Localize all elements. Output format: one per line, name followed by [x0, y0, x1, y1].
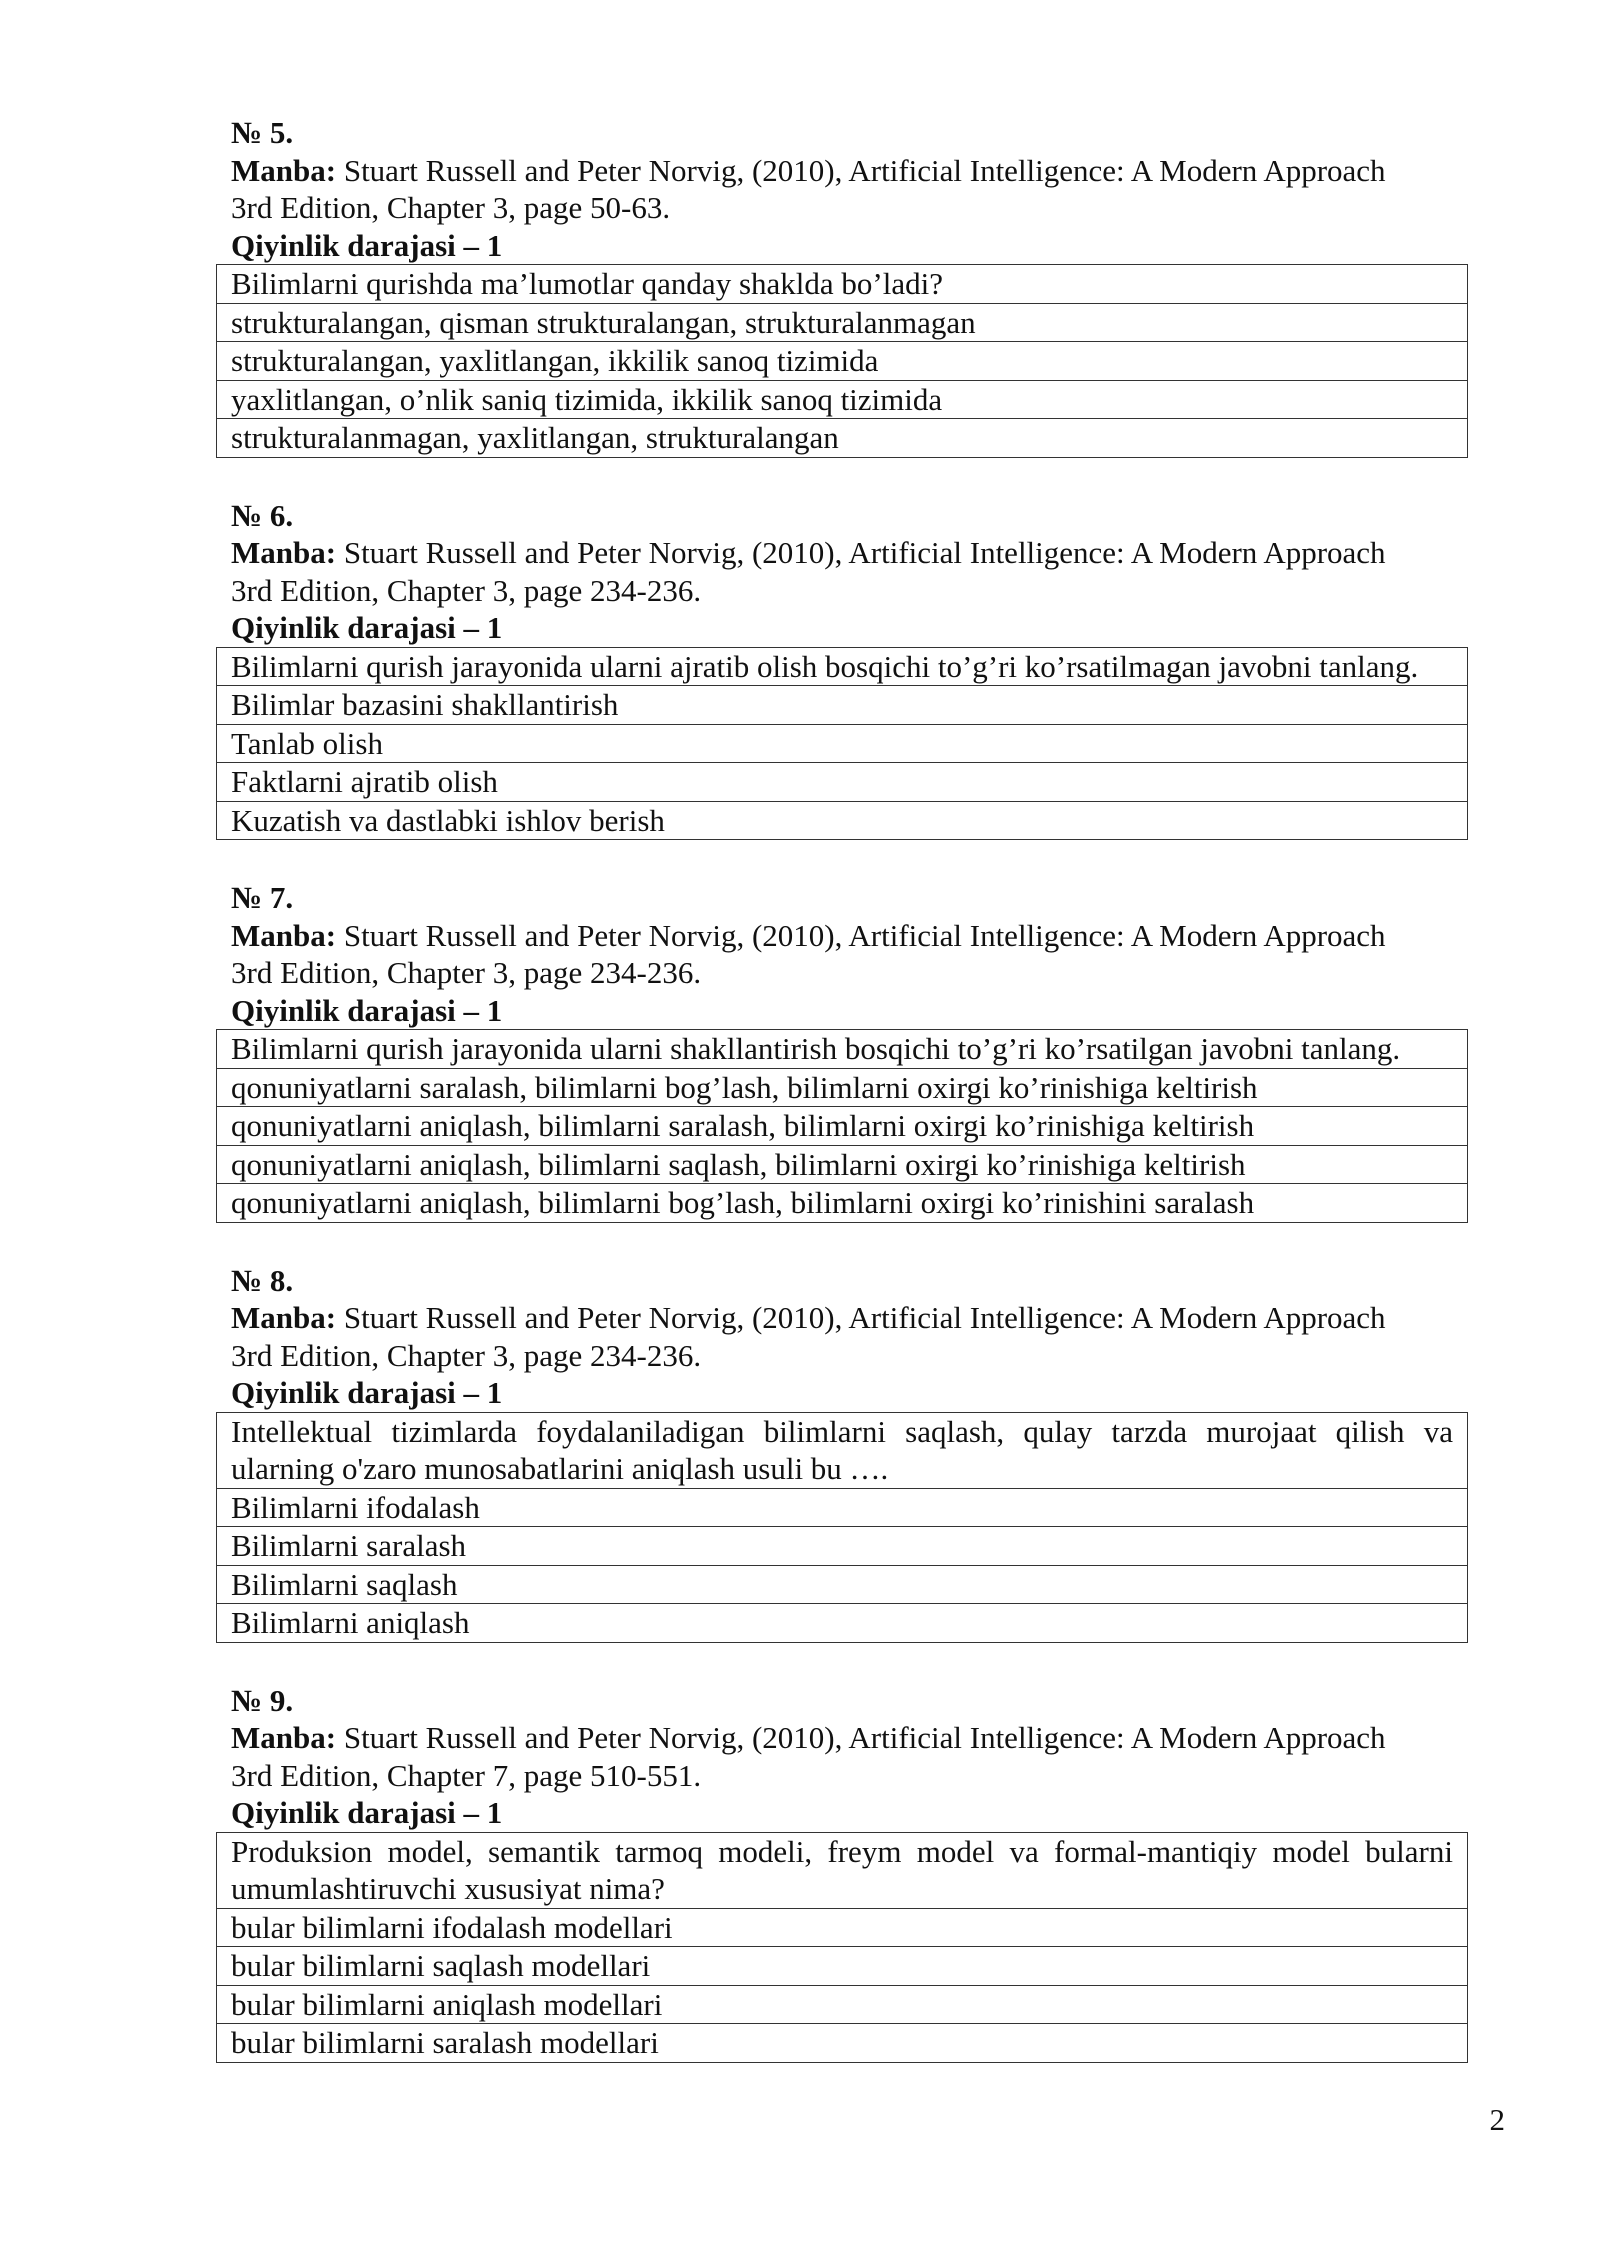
answer-option: Bilimlarni aniqlash [217, 1604, 1468, 1643]
question-text: Bilimlarni qurishda ma’lumotlar qanday shaklda bo’ladi? [217, 265, 1468, 304]
source-label: Manba: [231, 535, 337, 570]
answer-option: bular bilimlarni ifodalash modellari [217, 1908, 1468, 1947]
answer-row [217, 1604, 1468, 1643]
answer-row [217, 1107, 1468, 1146]
question-table [216, 1029, 1468, 1223]
question-row [217, 1030, 1468, 1069]
answer-row [217, 342, 1468, 381]
question-text: Intellektual tizimlarda foydalaniladigan bilimlarni saqlash, qulay tarzda murojaat qilish va ularning o'zaro munosabatlarini aniqlash usuli bu …. [217, 1412, 1468, 1488]
question-row [217, 647, 1468, 686]
question-number: № 9. [231, 1682, 294, 1718]
answer-row [217, 1527, 1468, 1566]
answer-row [217, 686, 1468, 725]
answer-option: qonuniyatlarni aniqlash, bilimlarni saralash, bilimlarni oxirgi ko’rinishiga keltirish [217, 1107, 1468, 1146]
question-item [231, 114, 1483, 458]
question-number: № 6. [231, 497, 294, 533]
question-number: № 8. [231, 1262, 294, 1298]
document-page [231, 114, 1483, 2102]
question-table [216, 1832, 1468, 2063]
answer-option: strukturalanmagan, yaxlitlangan, strukturalangan [217, 419, 1468, 458]
source-line-continued: 3rd Edition, Chapter 3, page 234-236. [231, 1337, 702, 1373]
answer-option: Bilimlar bazasini shakllantirish [217, 686, 1468, 725]
question-table [216, 1412, 1468, 1643]
difficulty-level: Qiyinlik darajasi – 1 [231, 227, 503, 263]
source-line-continued: 3rd Edition, Chapter 3, page 234-236. [231, 572, 702, 608]
answer-row [217, 1488, 1468, 1527]
answer-row [217, 1947, 1468, 1986]
question-item [231, 879, 1483, 1223]
difficulty-level: Qiyinlik darajasi – 1 [231, 992, 503, 1028]
difficulty-level: Qiyinlik darajasi – 1 [231, 1795, 503, 1830]
source-text: Stuart Russell and Peter Norvig, (2010), Artificial Intelligence: A Modern Approach [343, 152, 1386, 188]
source-label: Manba: [231, 1720, 337, 1755]
answer-option: bular bilimlarni saralash modellari [217, 2024, 1468, 2063]
source-text: Stuart Russell and Peter Norvig, (2010), Artificial Intelligence: A Modern Approach [343, 1720, 1386, 1755]
question-table [216, 647, 1468, 841]
answer-row [217, 1145, 1468, 1184]
source-line-continued: 3rd Edition, Chapter 3, page 50-63. [231, 190, 671, 225]
answer-row [217, 801, 1468, 840]
answer-option: qonuniyatlarni aniqlash, bilimlarni bog’lash, bilimlarni oxirgi ko’rinishini saralash [217, 1184, 1468, 1223]
difficulty-level: Qiyinlik darajasi – 1 [231, 610, 503, 645]
answer-row [217, 419, 1468, 458]
answer-option: Bilimlarni saralash [217, 1527, 1468, 1566]
answer-option: Faktlarni ajratib olish [217, 763, 1468, 802]
question-row [217, 265, 1468, 304]
question-text: Produksion model, semantik tarmoq modeli, freym model va formal-mantiqiy model bularni umumlashtiruvchi xususiyat nima? [217, 1832, 1468, 1908]
question-table [216, 264, 1468, 458]
question-item [231, 1682, 1483, 2063]
difficulty-level: Qiyinlik darajasi – 1 [231, 1375, 503, 1410]
source-label: Manba: [231, 1300, 337, 1335]
question-number: № 5. [231, 115, 294, 150]
source-line-continued: 3rd Edition, Chapter 7, page 510-551. [231, 1757, 702, 1793]
answer-row [217, 303, 1468, 342]
answer-row [217, 2024, 1468, 2063]
page-number: 2 [1489, 2102, 1505, 2137]
answer-row [217, 724, 1468, 763]
question-row [217, 1412, 1468, 1488]
question-item [231, 497, 1483, 841]
question-text: Bilimlarni qurish jarayonida ularni ajratib olish bosqichi to’g’ri ko’rsatilmagan javobni tanlang. [217, 647, 1468, 686]
answer-option: Bilimlarni ifodalash [217, 1488, 1468, 1527]
source-text: Stuart Russell and Peter Norvig, (2010), Artificial Intelligence: A Modern Approach [343, 535, 1386, 570]
answer-option: strukturalangan, qisman strukturalangan, strukturalanmagan [217, 303, 1468, 342]
question-row [217, 1832, 1468, 1908]
answer-row [217, 1565, 1468, 1604]
answer-option: qonuniyatlarni aniqlash, bilimlarni saqlash, bilimlarni oxirgi ko’rinishiga keltirish [217, 1145, 1468, 1184]
source-text: Stuart Russell and Peter Norvig, (2010), Artificial Intelligence: A Modern Approach [343, 917, 1386, 953]
answer-row [217, 1184, 1468, 1223]
source-label: Manba: [231, 152, 337, 188]
answer-option: yaxlitlangan, o’nlik saniq tizimida, ikkilik sanoq tizimida [217, 380, 1468, 419]
answer-option: bular bilimlarni saqlash modellari [217, 1947, 1468, 1986]
source-line [231, 152, 1483, 190]
source-text: Stuart Russell and Peter Norvig, (2010), Artificial Intelligence: A Modern Approach [343, 1300, 1386, 1335]
answer-row [217, 763, 1468, 802]
question-number: № 7. [231, 880, 294, 915]
question-text: Bilimlarni qurish jarayonida ularni shakllantirish bosqichi to’g’ri ko’rsatilgan javobni tanlang. [217, 1030, 1468, 1069]
answer-row [217, 1985, 1468, 2024]
answer-option: Kuzatish va dastlabki ishlov berish [217, 801, 1468, 840]
answer-option: strukturalangan, yaxlitlangan, ikkilik sanoq tizimida [217, 342, 1468, 381]
source-line [231, 1299, 1483, 1337]
answer-option: Bilimlarni saqlash [217, 1565, 1468, 1604]
answer-row [217, 380, 1468, 419]
source-line-continued: 3rd Edition, Chapter 3, page 234-236. [231, 955, 702, 990]
answer-option: bular bilimlarni aniqlash modellari [217, 1985, 1468, 2024]
answer-option: qonuniyatlarni saralash, bilimlarni bog’lash, bilimlarni oxirgi ko’rinishiga keltirish [217, 1068, 1468, 1107]
source-line [231, 1719, 1483, 1757]
answer-option: Tanlab olish [217, 724, 1468, 763]
source-line [231, 534, 1483, 572]
answer-row [217, 1908, 1468, 1947]
answer-row [217, 1068, 1468, 1107]
source-line [231, 917, 1483, 955]
question-item [231, 1262, 1483, 1643]
source-label: Manba: [231, 917, 337, 953]
